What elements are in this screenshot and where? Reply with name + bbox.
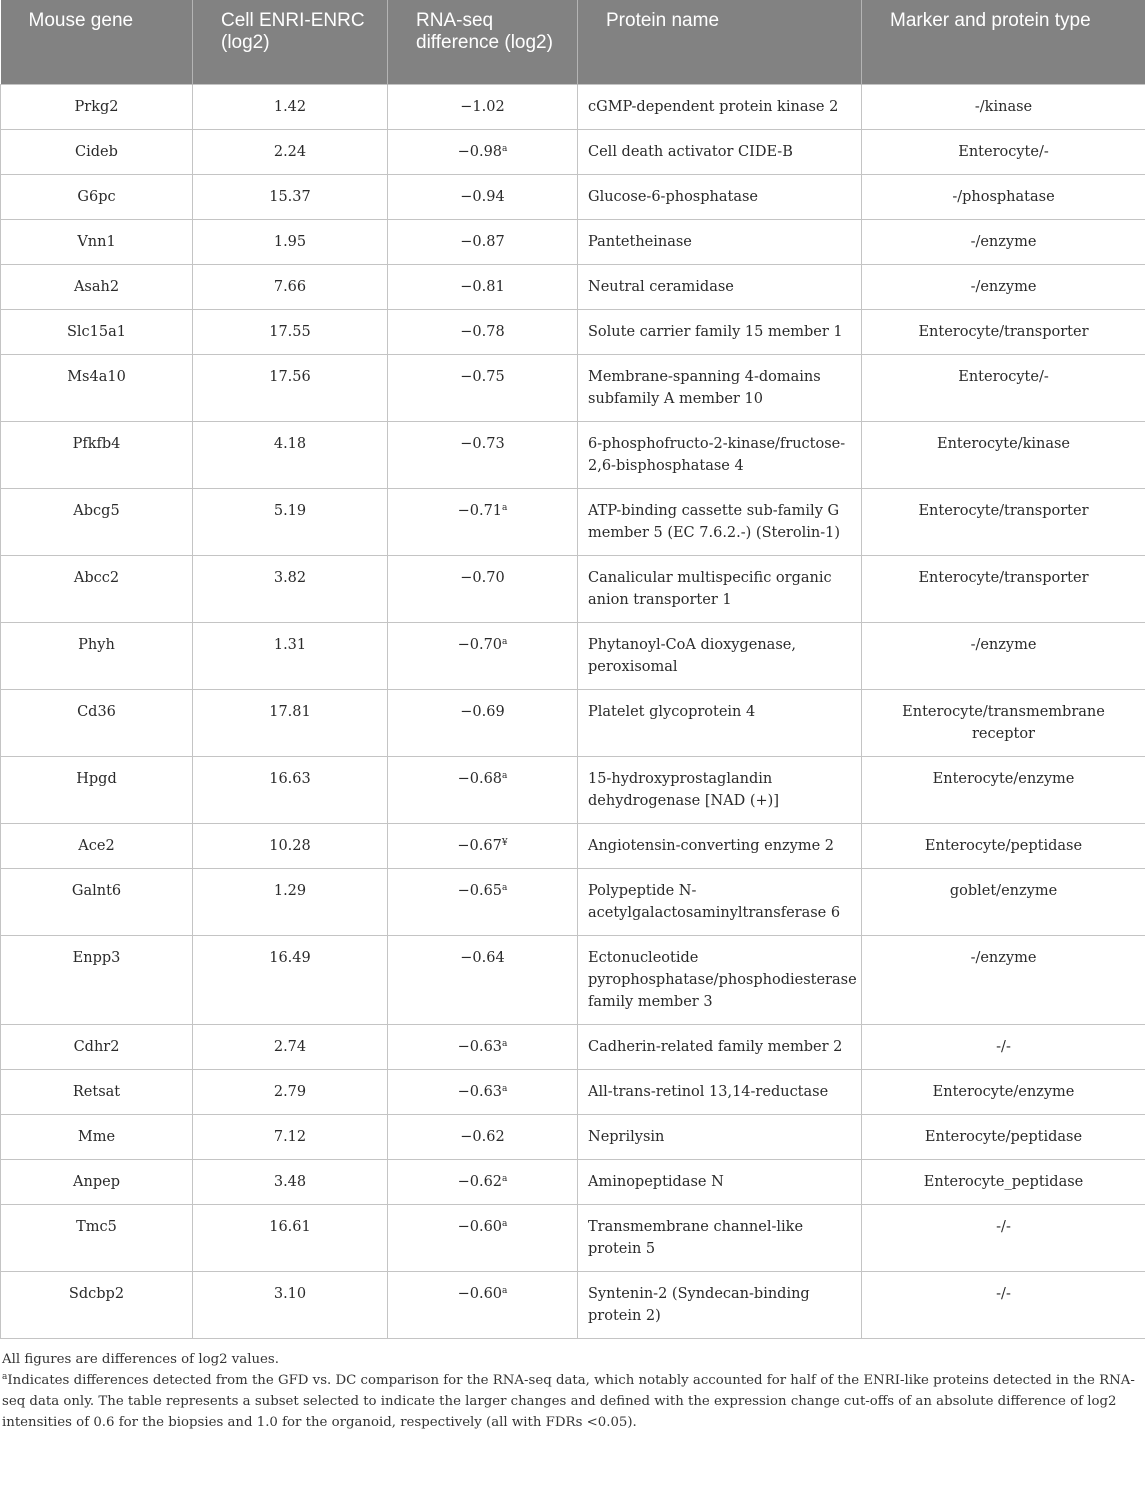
cell-marker-type: Enterocyte_peptidase (862, 1159, 1145, 1204)
table-row (1, 555, 1145, 622)
rna-seq-value: −1.02 (460, 98, 505, 115)
cell-rna-seq (388, 264, 578, 309)
cell-protein-name: Neutral ceramidase (578, 264, 862, 309)
footnote-marker: a (502, 1083, 508, 1094)
cell-rna-seq (388, 756, 578, 823)
cell-protein-name: Syntenin-2 (Syndecan-binding protein 2) (578, 1271, 862, 1338)
cell-gene: Galnt6 (1, 868, 193, 935)
table-row (1, 868, 1145, 935)
cell-gene: Cdhr2 (1, 1024, 193, 1069)
table-row (1, 1271, 1145, 1338)
rna-seq-value: −0.75 (460, 368, 505, 385)
cell-marker-type: -/- (862, 1204, 1145, 1271)
table-row (1, 756, 1145, 823)
rna-seq-value: −0.60 (457, 1285, 503, 1302)
cell-rna-seq (388, 421, 578, 488)
rna-seq-value: −0.63 (457, 1083, 503, 1100)
cell-protein-name: 15-hydroxyprostaglandin dehydrogenase [NAD (+)] (578, 756, 862, 823)
footnote-marker: a (502, 502, 508, 513)
cell-marker-type: -/kinase (862, 84, 1145, 129)
cell-protein-name: cGMP-dependent protein kinase 2 (578, 84, 862, 129)
cell-rna-seq (388, 84, 578, 129)
table-row (1, 354, 1145, 421)
rna-seq-value: −0.94 (460, 188, 505, 205)
rna-seq-value: −0.69 (460, 703, 505, 720)
table-row (1, 1114, 1145, 1159)
cell-enri-enrc: 7.12 (193, 1114, 388, 1159)
cell-protein-name: Glucose-6-phosphatase (578, 174, 862, 219)
cell-protein-name: ATP-binding cassette sub-family G member 5 (EC 7.6.2.-) (Sterolin-1) (578, 488, 862, 555)
rna-seq-value: −0.60 (457, 1218, 503, 1235)
footnote-a-mark: a (2, 1371, 8, 1382)
cell-rna-seq (388, 1024, 578, 1069)
cell-gene: Hpgd (1, 756, 193, 823)
cell-enri-enrc: 16.63 (193, 756, 388, 823)
cell-protein-name: Phytanoyl-CoA dioxygenase, peroxisomal (578, 622, 862, 689)
cell-rna-seq (388, 868, 578, 935)
cell-rna-seq (388, 1114, 578, 1159)
cell-gene: Asah2 (1, 264, 193, 309)
rna-seq-value: −0.63 (457, 1038, 503, 1055)
cell-enri-enrc: 3.48 (193, 1159, 388, 1204)
cell-gene: Ace2 (1, 823, 193, 868)
cell-rna-seq (388, 689, 578, 756)
rna-seq-value: −0.62 (460, 1128, 505, 1145)
rna-seq-value: −0.70 (460, 569, 505, 586)
footnote-marker: a (502, 770, 508, 781)
cell-marker-type: goblet/enzyme (862, 868, 1145, 935)
cell-enri-enrc: 1.42 (193, 84, 388, 129)
rna-seq-value: −0.71 (457, 502, 503, 519)
cell-marker-type: Enterocyte/transporter (862, 555, 1145, 622)
cell-marker-type: -/enzyme (862, 935, 1145, 1024)
cell-enri-enrc: 17.55 (193, 309, 388, 354)
cell-protein-name: Pantetheinase (578, 219, 862, 264)
rna-seq-value: −0.62 (457, 1173, 503, 1190)
table-row (1, 421, 1145, 488)
cell-rna-seq (388, 1204, 578, 1271)
cell-gene: Retsat (1, 1069, 193, 1114)
cell-gene: Vnn1 (1, 219, 193, 264)
cell-protein-name: Canalicular multispecific organic anion transporter 1 (578, 555, 862, 622)
rna-seq-value: −0.78 (460, 323, 505, 340)
cell-rna-seq (388, 1271, 578, 1338)
cell-gene: Phyh (1, 622, 193, 689)
cell-marker-type: -/phosphatase (862, 174, 1145, 219)
rna-seq-value: −0.87 (460, 233, 505, 250)
cell-gene: Abcc2 (1, 555, 193, 622)
footnote-marker: a (502, 636, 508, 647)
cell-enri-enrc: 10.28 (193, 823, 388, 868)
cell-enri-enrc: 16.61 (193, 1204, 388, 1271)
cell-marker-type: Enterocyte/transporter (862, 488, 1145, 555)
footnote-marker: a (502, 882, 508, 893)
cell-gene: Prkg2 (1, 84, 193, 129)
cell-marker-type: Enterocyte/- (862, 129, 1145, 174)
rna-seq-value: −0.98 (457, 143, 503, 160)
cell-gene: Cd36 (1, 689, 193, 756)
cell-enri-enrc: 1.95 (193, 219, 388, 264)
cell-marker-type: Enterocyte/peptidase (862, 1114, 1145, 1159)
cell-gene: G6pc (1, 174, 193, 219)
cell-enri-enrc: 3.82 (193, 555, 388, 622)
header-protein-name: Protein name (578, 0, 862, 84)
cell-protein-name: Angiotensin-converting enzyme 2 (578, 823, 862, 868)
cell-protein-name: All-trans-retinol 13,14-reductase (578, 1069, 862, 1114)
cell-gene: Ms4a10 (1, 354, 193, 421)
cell-enri-enrc: 4.18 (193, 421, 388, 488)
footnote-marker: a (502, 1218, 508, 1229)
rna-seq-value: −0.70 (457, 636, 503, 653)
rna-seq-value: −0.73 (460, 435, 505, 452)
table-body (1, 84, 1145, 1338)
cell-rna-seq (388, 488, 578, 555)
table-row (1, 174, 1145, 219)
cell-marker-type: -/enzyme (862, 264, 1145, 309)
cell-marker-type: -/enzyme (862, 622, 1145, 689)
table-row (1, 1024, 1145, 1069)
cell-gene: Cideb (1, 129, 193, 174)
header-marker-type: Marker and protein type (862, 0, 1145, 84)
table-row (1, 264, 1145, 309)
cell-protein-name: Cadherin-related family member 2 (578, 1024, 862, 1069)
cell-protein-name: 6-phosphofructo-2-kinase/fructose-2,6-bisphosphatase 4 (578, 421, 862, 488)
header-mouse-gene: Mouse gene (1, 0, 193, 84)
rna-seq-value: −0.67 (457, 837, 502, 854)
footnote-marker: a (502, 1038, 508, 1049)
table-row (1, 84, 1145, 129)
header-rna-seq-difference: RNA-seq difference (log2) (388, 0, 578, 84)
cell-rna-seq (388, 354, 578, 421)
table-footnotes (0, 1339, 1145, 1433)
cell-enri-enrc: 1.31 (193, 622, 388, 689)
table-row (1, 1159, 1145, 1204)
cell-protein-name: Transmembrane channel-like protein 5 (578, 1204, 862, 1271)
table-row (1, 1069, 1145, 1114)
cell-marker-type: Enterocyte/kinase (862, 421, 1145, 488)
cell-rna-seq (388, 1159, 578, 1204)
cell-rna-seq (388, 174, 578, 219)
table-row (1, 823, 1145, 868)
cell-protein-name: Ectonucleotide pyrophosphatase/phosphodiesterase family member 3 (578, 935, 862, 1024)
cell-rna-seq (388, 1069, 578, 1114)
footnote-marker: a (502, 143, 508, 154)
cell-rna-seq (388, 309, 578, 354)
cell-enri-enrc: 5.19 (193, 488, 388, 555)
header-cell-enri-enrc: Cell ENRI-ENRC (log2) (193, 0, 388, 84)
cell-marker-type: -/enzyme (862, 219, 1145, 264)
cell-enri-enrc: 17.81 (193, 689, 388, 756)
rna-seq-value: −0.65 (457, 882, 503, 899)
footnote-marker: a (502, 1173, 508, 1184)
cell-enri-enrc: 15.37 (193, 174, 388, 219)
cell-rna-seq (388, 622, 578, 689)
cell-enri-enrc: 3.10 (193, 1271, 388, 1338)
table-header-row (1, 0, 1145, 84)
cell-marker-type: Enterocyte/transmembrane receptor (862, 689, 1145, 756)
table-row (1, 309, 1145, 354)
cell-protein-name: Cell death activator CIDE-B (578, 129, 862, 174)
footnote-marker: a (502, 1285, 508, 1296)
cell-marker-type: Enterocyte/enzyme (862, 756, 1145, 823)
cell-gene: Slc15a1 (1, 309, 193, 354)
cell-protein-name: Aminopeptidase N (578, 1159, 862, 1204)
table-row (1, 622, 1145, 689)
cell-protein-name: Solute carrier family 15 member 1 (578, 309, 862, 354)
cell-rna-seq (388, 823, 578, 868)
cell-rna-seq (388, 935, 578, 1024)
cell-rna-seq (388, 129, 578, 174)
cell-gene: Pfkfb4 (1, 421, 193, 488)
cell-enri-enrc: 2.24 (193, 129, 388, 174)
rna-seq-value: −0.64 (460, 949, 505, 966)
cell-enri-enrc: 16.49 (193, 935, 388, 1024)
rna-seq-value: −0.81 (460, 278, 505, 295)
table-row (1, 129, 1145, 174)
cell-gene: Mme (1, 1114, 193, 1159)
cell-gene: Anpep (1, 1159, 193, 1204)
cell-gene: Abcg5 (1, 488, 193, 555)
footnote-marker: ¥ (501, 837, 508, 848)
table-row (1, 1204, 1145, 1271)
cell-marker-type: Enterocyte/enzyme (862, 1069, 1145, 1114)
cell-marker-type: Enterocyte/peptidase (862, 823, 1145, 868)
cell-protein-name: Polypeptide N-acetylgalactosaminyltransferase 6 (578, 868, 862, 935)
cell-enri-enrc: 2.79 (193, 1069, 388, 1114)
footnote-general: All figures are differences of log2 values. (2, 1351, 279, 1367)
cell-protein-name: Neprilysin (578, 1114, 862, 1159)
table-row (1, 488, 1145, 555)
cell-enri-enrc: 2.74 (193, 1024, 388, 1069)
table-row (1, 689, 1145, 756)
footnote-a (2, 1370, 1143, 1433)
cell-gene: Tmc5 (1, 1204, 193, 1271)
cell-protein-name: Platelet glycoprotein 4 (578, 689, 862, 756)
cell-enri-enrc: 17.56 (193, 354, 388, 421)
cell-marker-type: Enterocyte/transporter (862, 309, 1145, 354)
cell-rna-seq (388, 555, 578, 622)
footnote-a-text: Indicates differences detected from the GFD vs. DC comparison for the RNA-seq data, which notably accounted for half of the ENRI-like proteins detected in the RNA-seq data only. The table represents a subset selected to indicate the larger changes and defined with the expression change cut-offs of an absolute difference of log2 intensities of 0.6 for the biopsies and 1.0 for the organoid, respectively (all with FDRs <0.05). (2, 1372, 1135, 1430)
cell-marker-type: -/- (862, 1271, 1145, 1338)
table-row (1, 219, 1145, 264)
cell-marker-type: Enterocyte/- (862, 354, 1145, 421)
cell-marker-type: -/- (862, 1024, 1145, 1069)
cell-gene: Sdcbp2 (1, 1271, 193, 1338)
cell-gene: Enpp3 (1, 935, 193, 1024)
cell-protein-name: Membrane-spanning 4-domains subfamily A member 10 (578, 354, 862, 421)
cell-enri-enrc: 1.29 (193, 868, 388, 935)
rna-seq-value: −0.68 (457, 770, 503, 787)
cell-rna-seq (388, 219, 578, 264)
table-row (1, 935, 1145, 1024)
cell-enri-enrc: 7.66 (193, 264, 388, 309)
